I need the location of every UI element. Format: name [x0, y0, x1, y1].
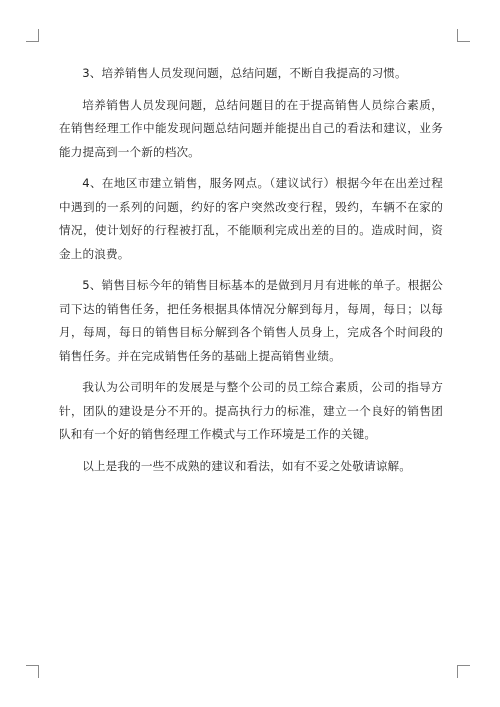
crop-mark-top-right [457, 29, 470, 42]
paragraph-sales-targets: 5、销售目标今年的销售目标基本的是做到月月有进帐的单子。根据公司下达的销售任务，把任务根据具体情况分解到每月，每周，每日；以每月，每周，每日的销售目标分解到各个销售人员身上，完成各个时间段的销售任务。并在完成销售任务的基础上提高销售业绩。 [59, 278, 443, 363]
paragraph-service-outlets: 4、在地区市建立销售，服务网点。（建议试行）根据今年在出差过程中遇到的一系列的问题，约好的客户突然改变行程，毁约，车辆不在家的情况，使计划好的行程被打乱，不能顺利完成出差的目的。造成时间，资金上的浪费。 [59, 176, 443, 261]
crop-mark-top-left [26, 29, 39, 42]
paragraph-company-development: 我认为公司明年的发展是与整个公司的员工综合素质，公司的指导方针，团队的建设是分不开的。提高执行力的标准，建立一个良好的销售团队和有一个好的销售经理工作模式与工作环境是工作的关键。 [59, 380, 443, 441]
crop-mark-bottom-left [26, 665, 39, 678]
crop-mark-bottom-right [457, 665, 470, 678]
paragraph-closing: 以上是我的一些不成熟的建议和看法，如有不妥之处敬请谅解。 [82, 458, 412, 473]
document-body [59, 62, 443, 486]
paragraph-training-detail: 培养销售人员发现问题，总结问题目的在于提高销售人员综合素质，在销售经理工作中能发现问题总结问题并能提出自己的看法和建议，业务能力提高到一个新的档次。 [59, 97, 443, 159]
paragraph-training-habit: 3、培养销售人员发现问题，总结问题，不断自我提高的习惯。 [82, 66, 407, 80]
